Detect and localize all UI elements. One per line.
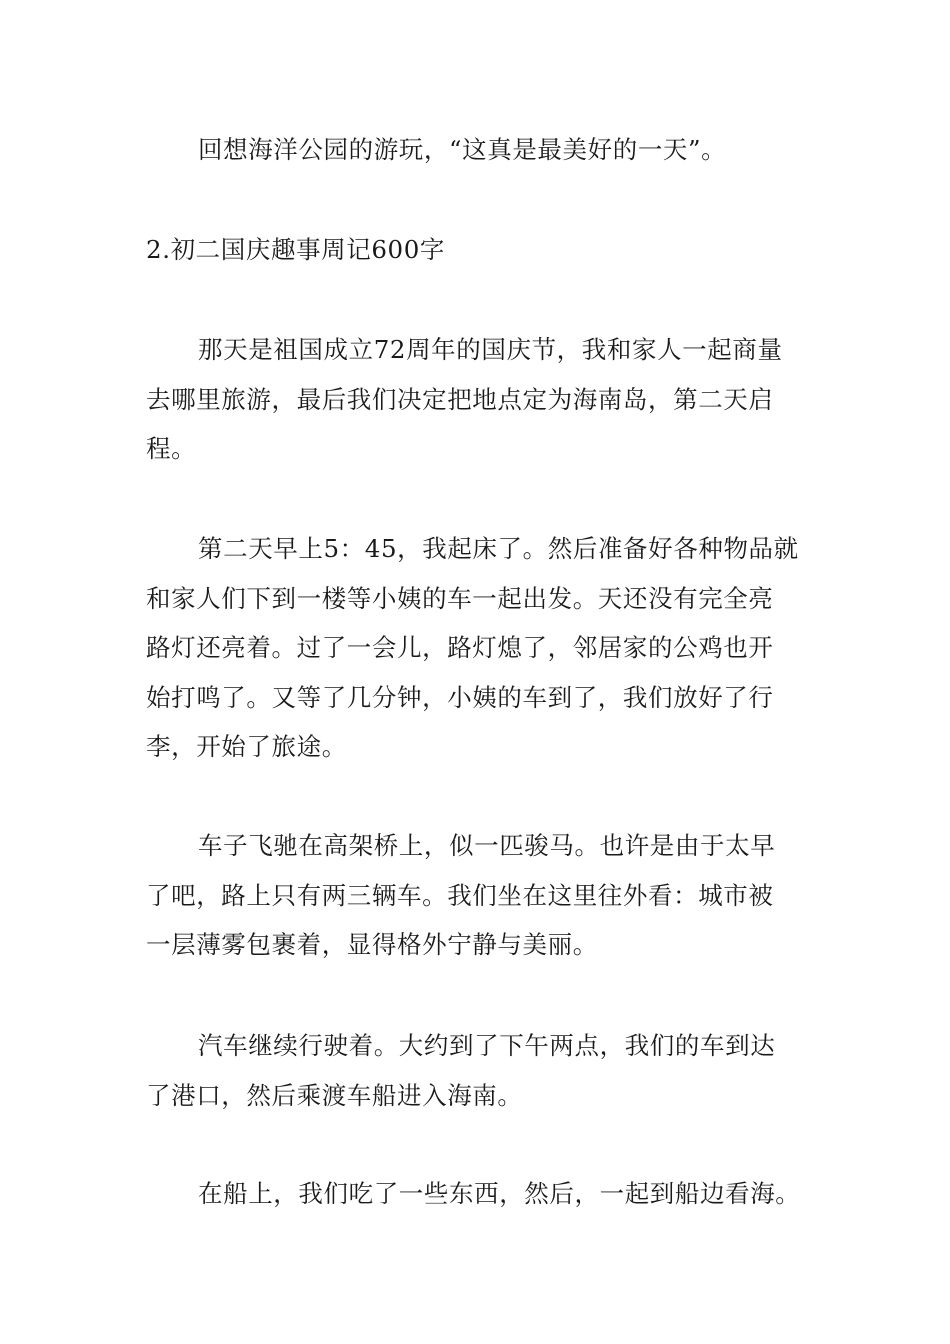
text-line: 始打鸣了。又等了几分钟，小姨的车到了，我们放好了行 (146, 682, 774, 712)
text-line: 了港口，然后乘渡车船进入海南。 (146, 1080, 523, 1110)
text-line: 程。 (146, 434, 197, 463)
paragraph-morning-departure (146, 524, 810, 772)
paragraph-national-day (146, 325, 810, 474)
section-heading (146, 225, 810, 275)
text-line: 一层薄雾包裹着，显得格外宁静与美丽。 (146, 930, 598, 959)
text-line: 在船上，我们吃了一些东西，然后，一起到船边看海。 (198, 1179, 801, 1208)
text-line: 那天是祖国成立72周年的国庆节，我和家人一起商量 (198, 335, 783, 364)
paragraph-port (146, 1021, 810, 1120)
text-line: 去哪里旅游，最后我们决定把地点定为海南岛，第二天启 (146, 384, 774, 414)
paragraph-closing-previous (146, 125, 810, 175)
heading-text: 2.初二国庆趣事周记600字 (146, 235, 446, 264)
text-line: 和家人们下到一楼等小姨的车一起出发。天还没有完全亮 (146, 583, 774, 613)
text-line: 路灯还亮着。过了一会儿，路灯熄了，邻居家的公鸡也开 (146, 633, 774, 662)
paragraph-highway (146, 821, 810, 970)
text-line: 了吧，路上只有两三辆车。我们坐在这里往外看：城市被 (146, 880, 774, 910)
paragraph-on-ship (146, 1169, 810, 1219)
text-line: 李，开始了旅途。 (146, 732, 347, 761)
text-line: 第二天早上5：45，我起床了。然后准备好各种物品就 (198, 534, 799, 563)
text-line: 车子飞驰在高架桥上，似一匹骏马。也许是由于太早 (198, 831, 776, 860)
text-line: 汽车继续行驶着。大约到了下午两点，我们的车到达 (198, 1031, 776, 1060)
text-line: 回想海洋公园的游玩，“这真是最美好的一天”。 (198, 135, 727, 164)
